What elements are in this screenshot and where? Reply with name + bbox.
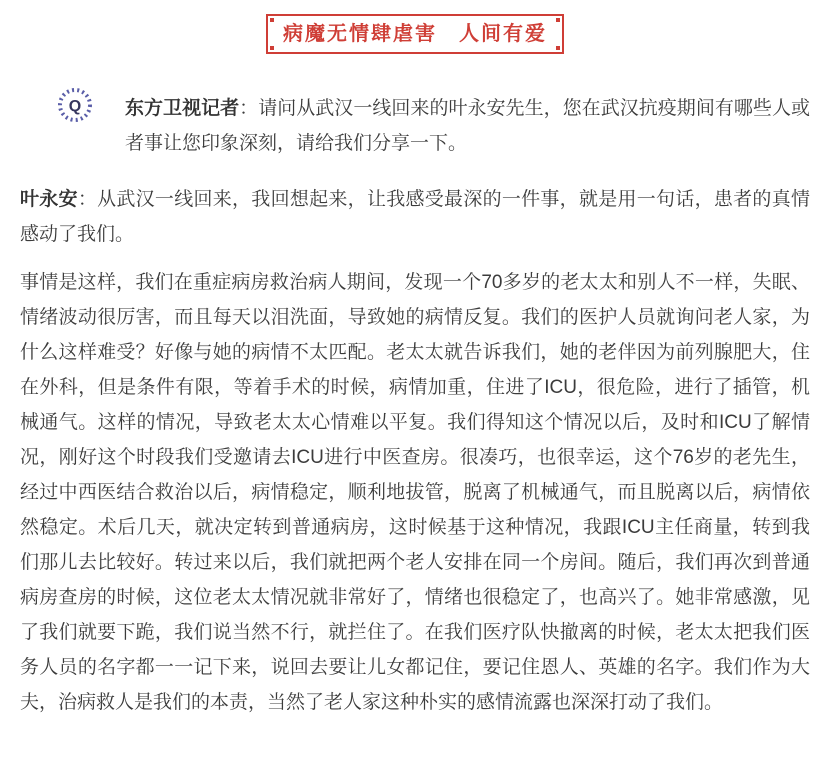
corner-dot-icon xyxy=(270,46,274,50)
corner-dot-icon xyxy=(556,46,560,50)
question-speaker: 东方卫视记者 xyxy=(125,98,240,119)
answer-intro-text: ：从武汉一线回来，我回想起来，让我感受最深的一件事，就是用一句话，患者的真情感动了我们。 xyxy=(20,189,810,245)
banner-title-box xyxy=(266,14,564,54)
corner-dot-icon xyxy=(270,18,274,22)
question-q-badge-icon xyxy=(56,86,94,124)
banner-title: 病魔无情肆虐害 人间有爱 xyxy=(283,23,547,45)
reporter-question xyxy=(125,91,810,161)
question-text: ：请问从武汉一线回来的叶永安先生，您在武汉抗疫期间有哪些人或者事让您印象深刻，请给我们分享一下。 xyxy=(125,98,810,154)
q-letter: Q xyxy=(68,98,82,115)
answer-speaker: 叶永安 xyxy=(20,189,78,210)
answer-story-paragraph: 事情是这样，我们在重症病房救治病人期间，发现一个70多岁的老太太和别人不一样，失眠、情绪波动很厉害，而且每天以泪洗面，导致她的病情反复。我们的医护人员就询问老人家，为什么这样难受？好像与她的病情不太匹配。老太太就告诉我们，她的老伴因为前列腺肥大，住在外科，但是条件有限，等着手术的时候，病情加重，住进了ICU，很危险，进行了插管，机械通气。这样的情况，导致老太太心情难以平复。我们得知这个情况以后，及时和ICU了解情况，刚好这个时段我们受邀请去ICU进行中医查房。很凑巧，也很幸运，这个76岁的老先生，经过中西医结合救治以后，病情稳定，顺利地拔管，脱离了机械通气，而且脱离以后，病情依然稳定。术后几天，就决定转到普通病房，这时候基于这种情况，我跟ICU主任商量，转到我们那儿去比较好。转过来以后，我们就把两个老人安排在同一个房间。随后，我们再次到普通病房查房的时候，这位老太太情况就非常好了，情绪也很稳定了，也高兴了。她非常感激，见了我们就要下跪，我们说当然不行，就拦住了。在我们医疗队快撤离的时候，老太太把我们医务人员的名字都一一记下来，说回去要让儿女都记住，要记住恩人、英雄的名字。我们作为大夫，治病救人是我们的本责，当然了老人家这种朴实的感情流露也深深打动了我们。 xyxy=(20,272,810,713)
answer-intro-paragraph xyxy=(20,182,810,252)
corner-dot-icon xyxy=(556,18,560,22)
